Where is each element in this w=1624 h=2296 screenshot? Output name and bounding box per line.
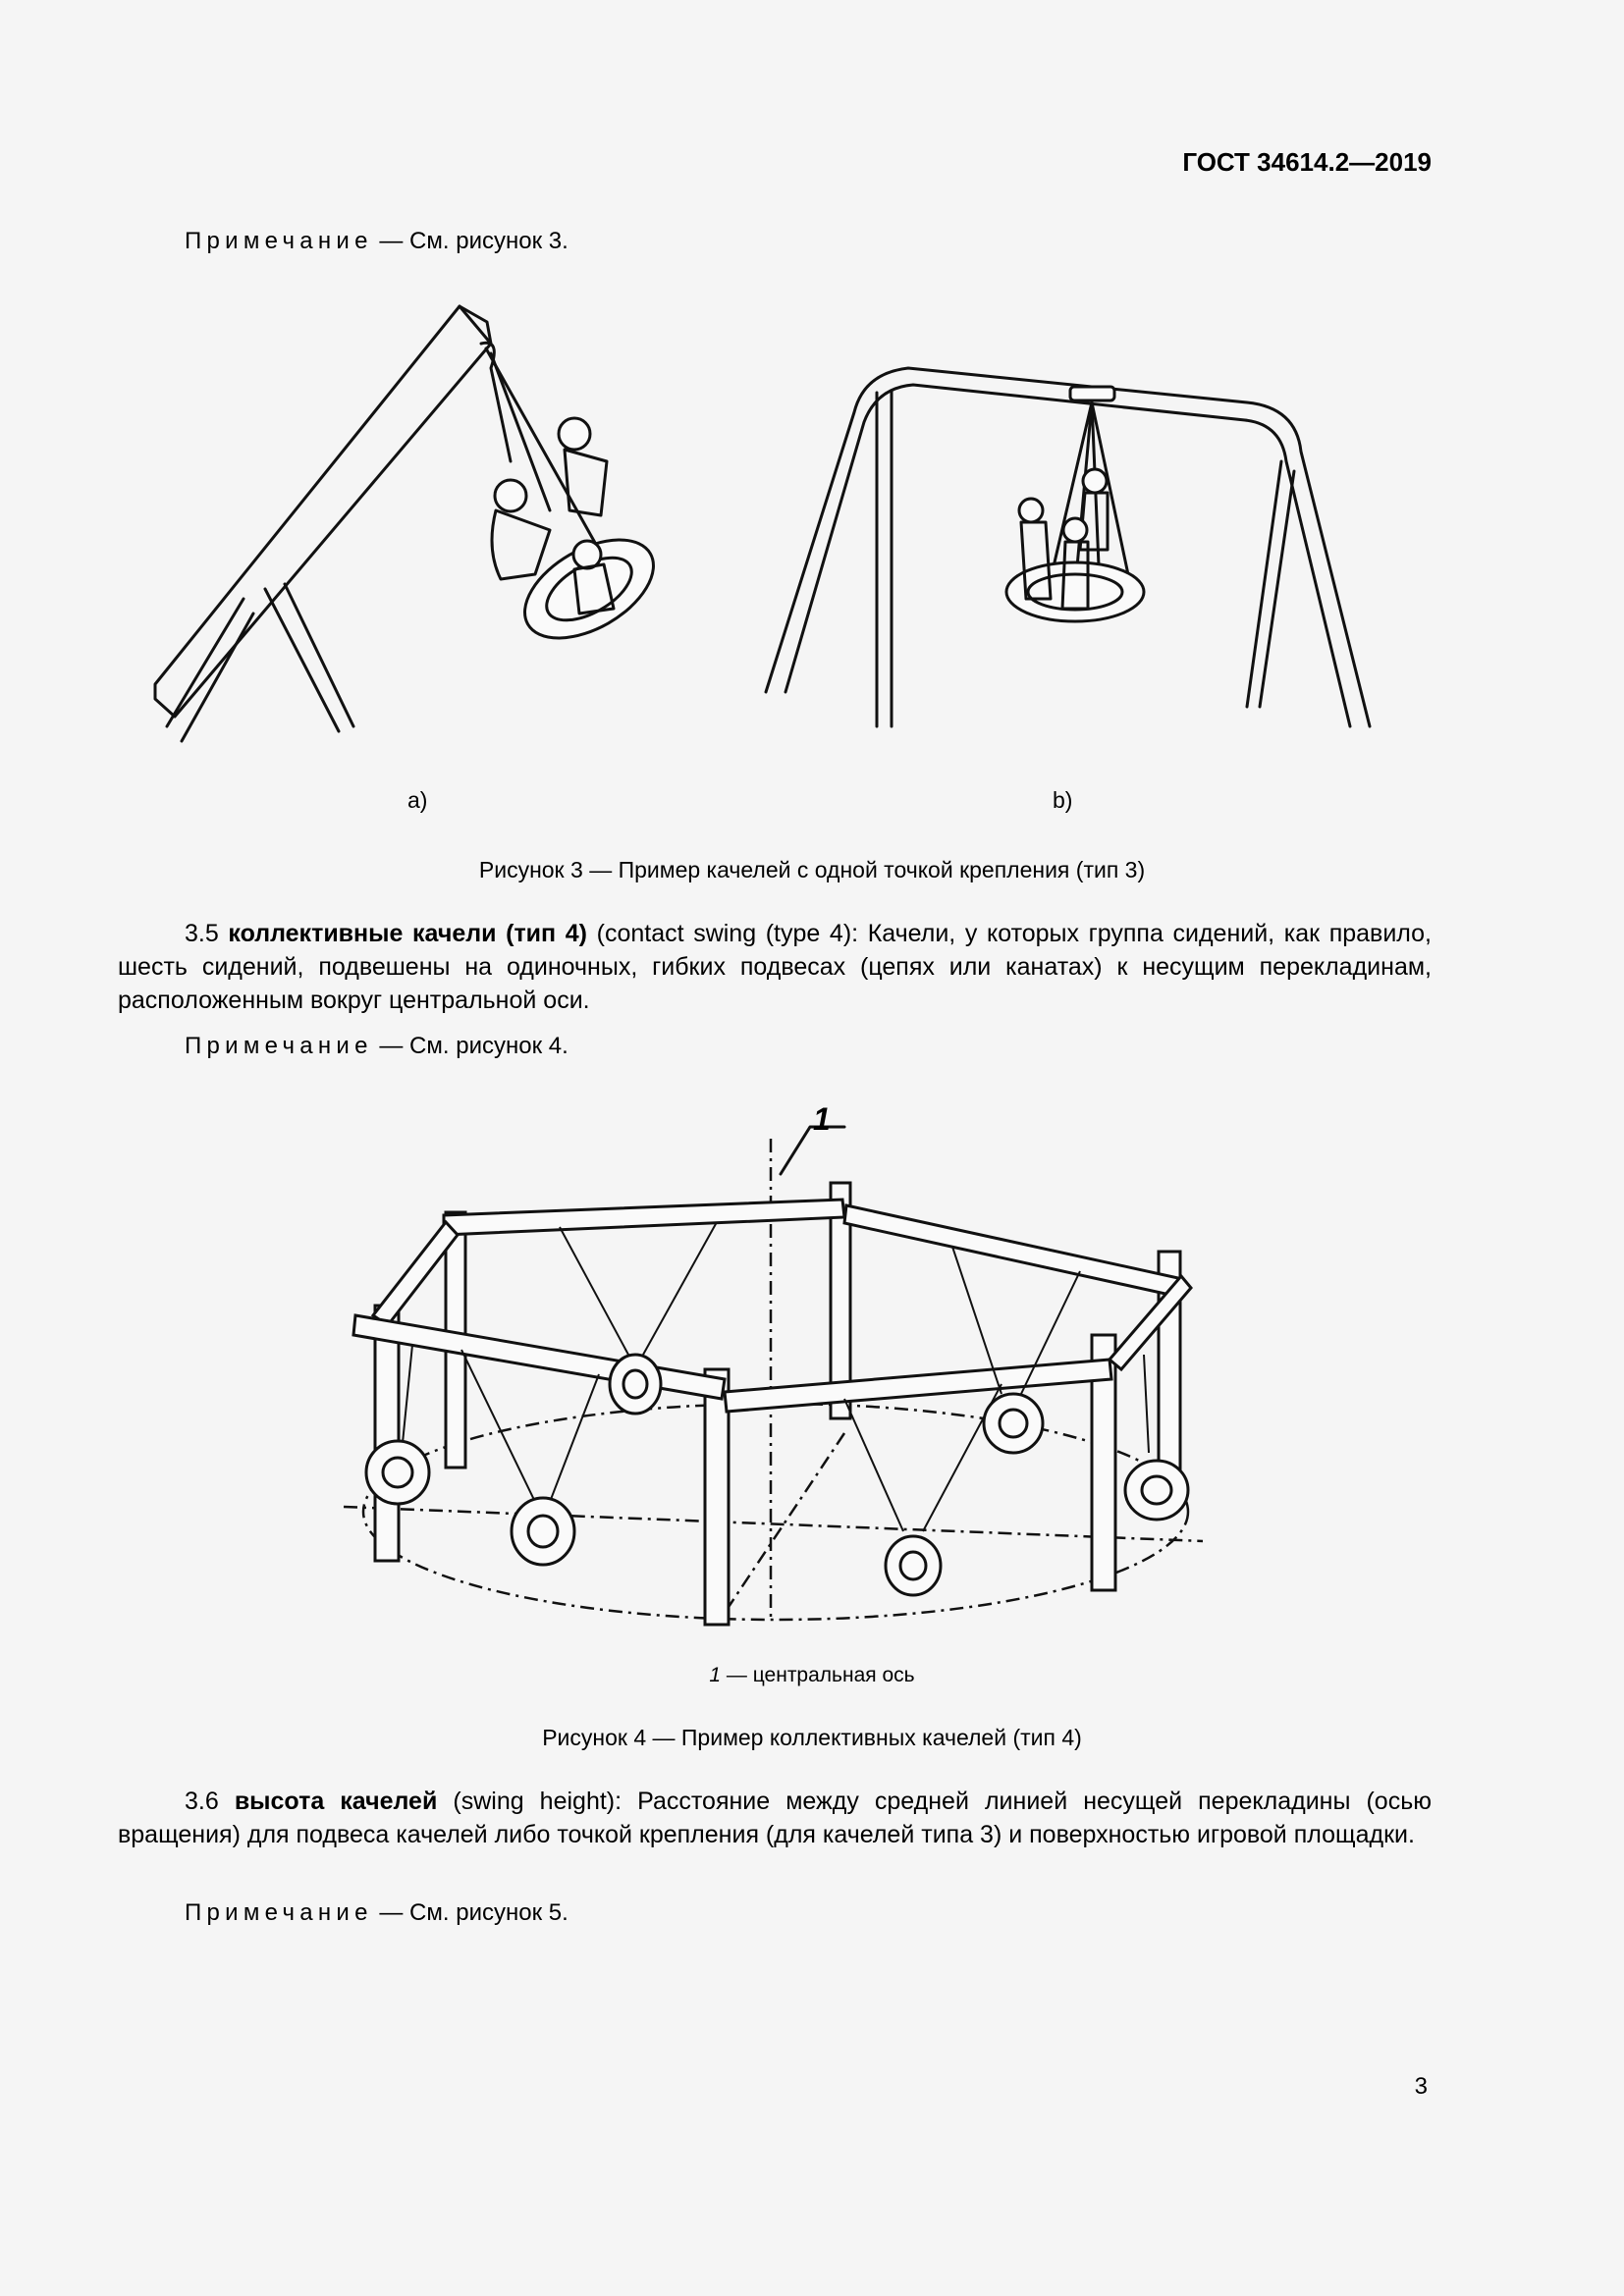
figure-3a-illustration (147, 294, 383, 756)
figure-3a-label: a) (407, 787, 428, 813)
note-text: — См. рисунок 4. (372, 1033, 568, 1059)
section-3-6-number: 3.6 (185, 1788, 235, 1815)
section-3-5-text: (contact swing (type 4): Качели, у которых группа сидений, как правило, шесть сидений, подвешены на одиночных, гибких подвесах (цепях или канатах) к несущим перекладинам, расположенным вокруг центральной оси. (118, 920, 1433, 1014)
note-label: Примечание (185, 1899, 373, 1926)
section-3-6 (118, 1785, 1432, 1851)
note-figure-3 (185, 228, 568, 255)
figure-3b-illustration (756, 344, 1404, 736)
note-text: — См. рисунок 5. (372, 1899, 568, 1926)
note-label: Примечание (185, 1033, 373, 1059)
figure-3b-label: b) (1053, 787, 1073, 813)
section-3-5 (118, 917, 1432, 1017)
note-label: Примечание (185, 228, 373, 254)
figure-4-callout: 1 (813, 1101, 831, 1137)
document-id: ГОСТ 34614.2—2019 (1182, 147, 1432, 177)
figure-4-illustration (334, 1099, 1218, 1649)
legend-number: 1 (709, 1664, 722, 1686)
section-3-6-text: (swing height): Расстояние между средней линией несущей перекладины (осью вращения) для подвеса качелей либо точкой крепления (для качелей типа 3) и поверхностью игровой площадки. (118, 1788, 1432, 1848)
section-3-5-number: 3.5 (185, 920, 229, 947)
figure-3-caption: Рисунок 3 — Пример качелей с одной точкой крепления (тип 3) (478, 857, 1146, 882)
note-text: — См. рисунок 3. (372, 228, 568, 254)
note-figure-4 (185, 1033, 568, 1060)
figure-4-caption: Рисунок 4 — Пример коллективных качелей (тип 4) (542, 1725, 1082, 1750)
section-3-5-term: коллективные качели (тип 4) (228, 920, 588, 947)
legend-text: — центральная ось (721, 1664, 915, 1686)
figure-4-legend (0, 1664, 1624, 1687)
page-number: 3 (1414, 2073, 1428, 2100)
note-figure-5 (185, 1899, 568, 1927)
section-3-6-term: высота качелей (234, 1788, 438, 1815)
